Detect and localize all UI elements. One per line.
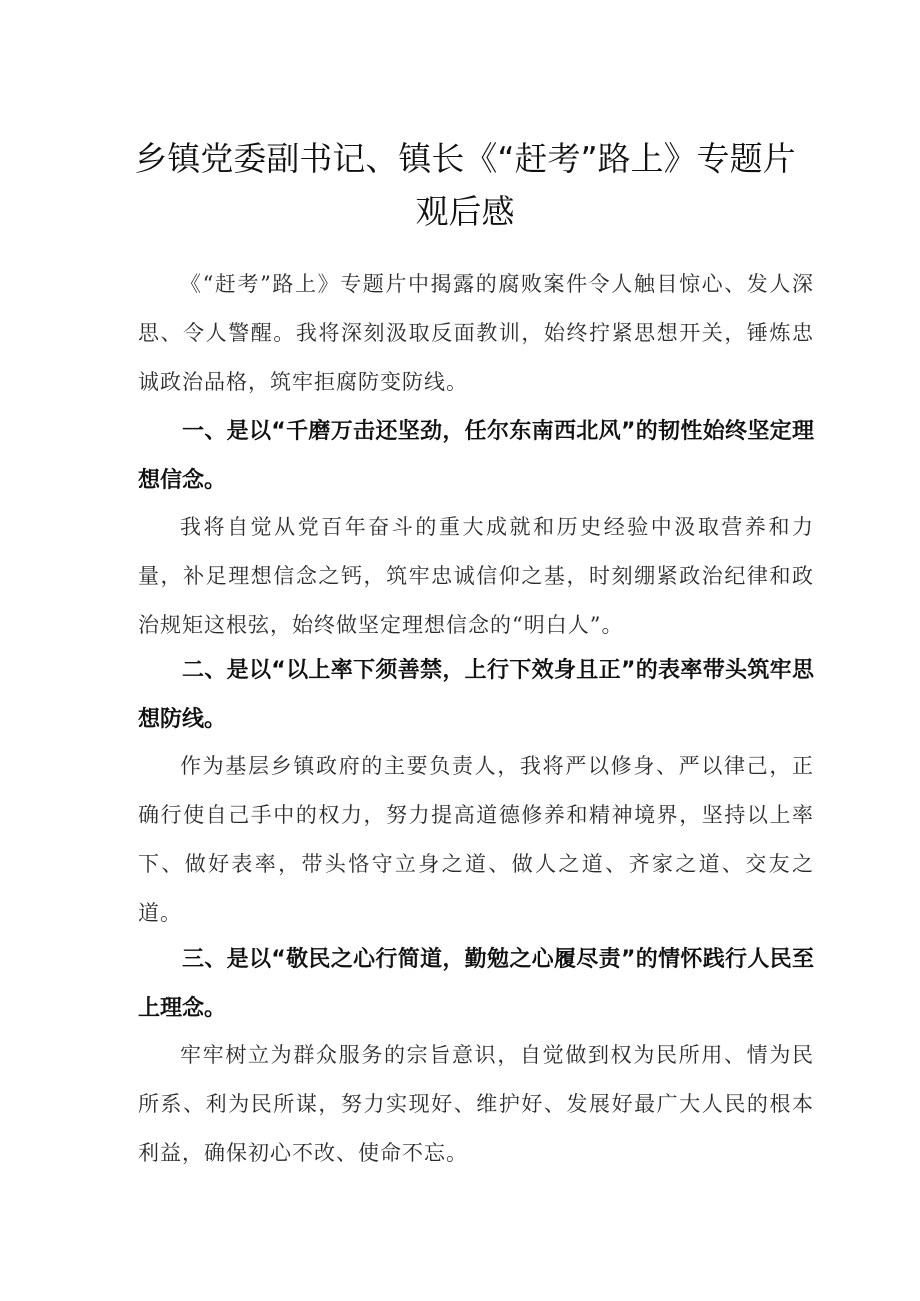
section-3-body: 牢牢树立为群众服务的宗旨意识，自觉做到权为民所用、情为民所系、利为民所谋，努力实现好、维护好、发展好最广大人民的根本利益，确保初心不改、使命不忘。	[138, 1043, 814, 1165]
section-2-heading: 二、是以“以上率下须善禁，上行下效身且正”的表率带头筑牢思想防线。	[138, 658, 814, 732]
section-2-body: 作为基层乡镇政府的主要负责人，我将严以修身、严以律己，正确行使自己手中的权力，努力提高道德修养和精神境界，坚持以上率下、做好表率，带头恪守立身之道、做人之道、齐家之道、交友之道。	[138, 754, 814, 925]
document-title: 乡镇党委副书记、镇长《“赶考”路上》专题片观后感	[134, 139, 796, 231]
section-1-heading: 一、是以“千磨万击还坚劲，任尔东南西北风”的韧性始终坚定理想信念。	[138, 419, 814, 493]
section-1-body: 我将自觉从党百年奋斗的重大成就和历史经验中汲取营养和力量，补足理想信念之钙，筑牢忠诚信仰之基，时刻绷紧政治纪律和政治规矩这根弦，始终做坚定理想信念的“明白人”。	[138, 515, 814, 637]
intro-paragraph: 《“赶考”路上》专题片中揭露的腐败案件令人触目惊心、发人深思、令人警醒。我将深刻汲取反面教训，始终拧紧思想开关，锤炼忠诚政治品格，筑牢拒腐防变防线。	[138, 272, 814, 394]
section-3-heading: 三、是以“敬民之心行简道，勤勉之心履尽责”的情怀践行人民至上理念。	[138, 947, 814, 1021]
